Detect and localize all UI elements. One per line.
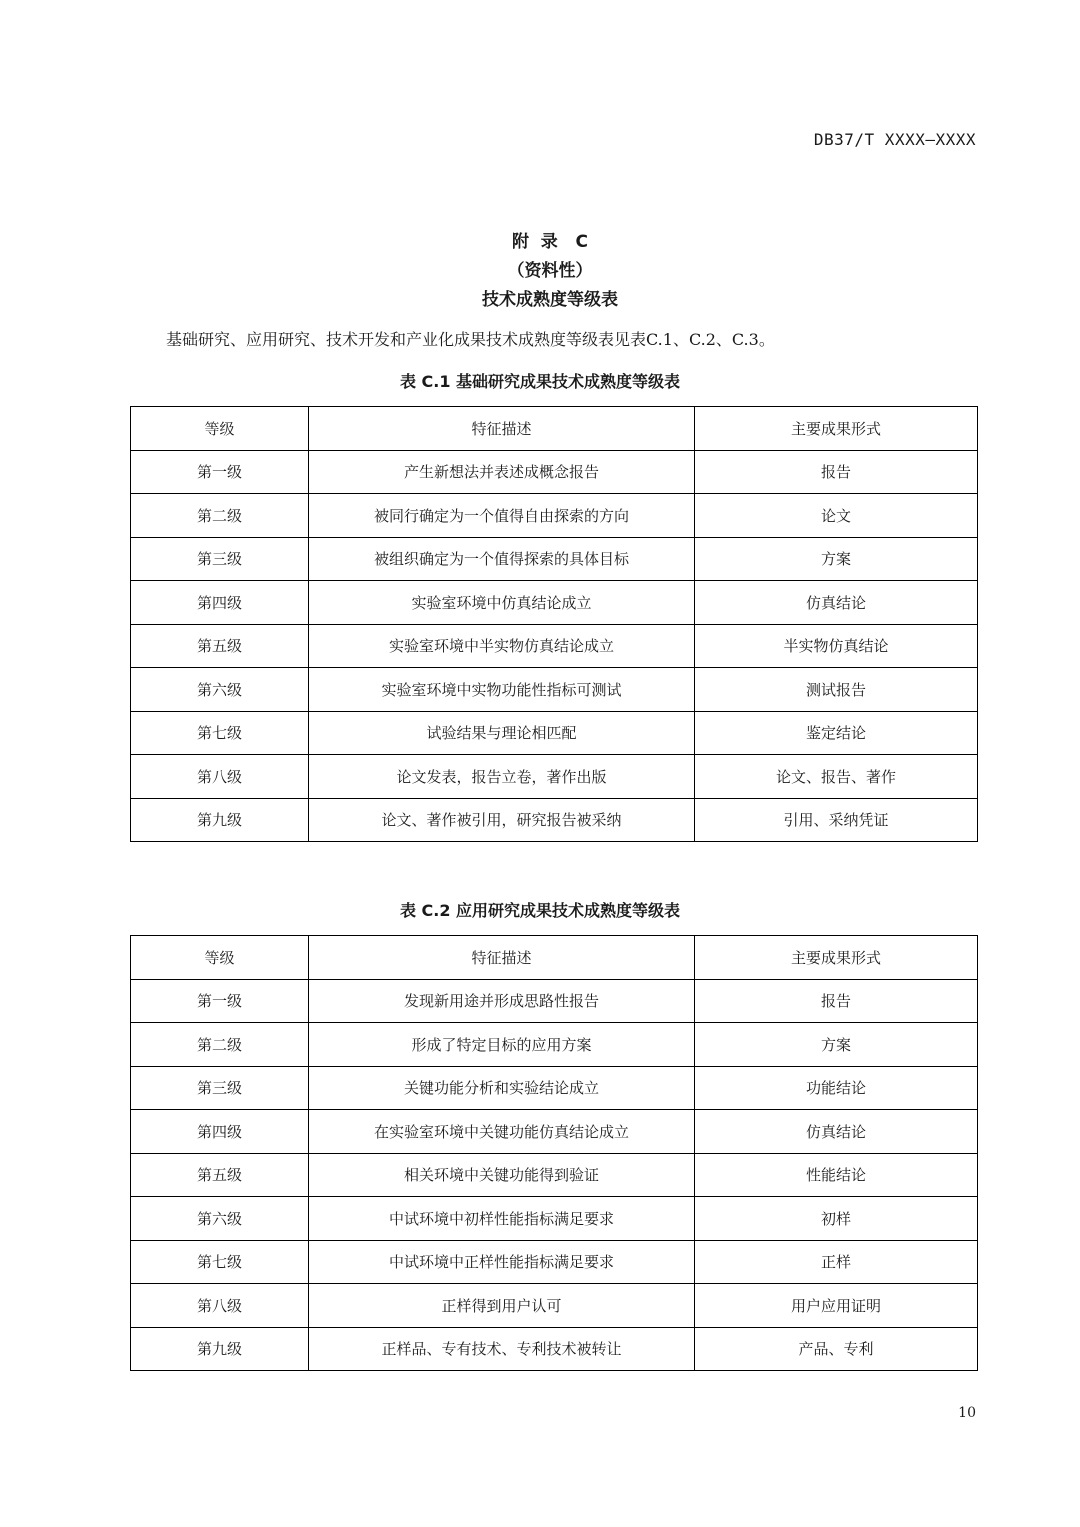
table-row [131, 668, 978, 712]
description-cell: 正样得到用户认可 [309, 1284, 695, 1328]
output-form-cell: 报告 [695, 979, 978, 1023]
description-cell: 实验室环境中半实物仿真结论成立 [309, 624, 695, 668]
table-row [131, 1284, 978, 1328]
grade-cell: 第六级 [131, 668, 309, 712]
table-header-row [131, 936, 978, 980]
description-cell: 正样品、专有技术、专利技术被转让 [309, 1327, 695, 1371]
header-description: 特征描述 [309, 936, 695, 980]
table-row [131, 1066, 978, 1110]
output-form-cell: 论文 [695, 494, 978, 538]
grade-cell: 第一级 [131, 979, 309, 1023]
description-cell: 试验结果与理论相匹配 [309, 711, 695, 755]
grade-cell: 第九级 [131, 798, 309, 842]
grade-cell: 第五级 [131, 1153, 309, 1197]
intro-paragraph: 基础研究、应用研究、技术开发和产业化成果技术成熟度等级表见表C.1、C.2、C.3。 [166, 330, 775, 349]
description-cell: 论文、著作被引用，研究报告被采纳 [309, 798, 695, 842]
table-row [131, 1023, 978, 1067]
grade-cell: 第五级 [131, 624, 309, 668]
output-form-cell: 用户应用证明 [695, 1284, 978, 1328]
output-form-cell: 鉴定结论 [695, 711, 978, 755]
description-cell: 实验室环境中实物功能性指标可测试 [309, 668, 695, 712]
table-row [131, 624, 978, 668]
output-form-cell: 产品、专利 [695, 1327, 978, 1371]
output-form-cell: 性能结论 [695, 1153, 978, 1197]
table-c2-applied-research [130, 935, 978, 1371]
header-output-form: 主要成果形式 [695, 936, 978, 980]
table-row [131, 979, 978, 1023]
description-cell: 相关环境中关键功能得到验证 [309, 1153, 695, 1197]
description-cell: 产生新想法并表述成概念报告 [309, 450, 695, 494]
description-cell: 被组织确定为一个值得探索的具体目标 [309, 537, 695, 581]
output-form-cell: 方案 [695, 537, 978, 581]
table-row [131, 494, 978, 538]
output-form-cell: 仿真结论 [695, 581, 978, 625]
table-row [131, 537, 978, 581]
grade-cell: 第九级 [131, 1327, 309, 1371]
grade-cell: 第七级 [131, 1240, 309, 1284]
grade-cell: 第三级 [131, 537, 309, 581]
grade-cell: 第八级 [131, 755, 309, 799]
grade-cell: 第六级 [131, 1197, 309, 1241]
output-form-cell: 论文、报告、著作 [695, 755, 978, 799]
header-description: 特征描述 [309, 407, 695, 451]
table-row [131, 711, 978, 755]
grade-cell: 第四级 [131, 581, 309, 625]
description-cell: 发现新用途并形成思路性报告 [309, 979, 695, 1023]
header-output-form: 主要成果形式 [695, 407, 978, 451]
grade-cell: 第三级 [131, 1066, 309, 1110]
grade-cell: 第一级 [131, 450, 309, 494]
table-row [131, 798, 978, 842]
appendix-nature: （资料性） [507, 261, 593, 281]
table-c1-basic-research [130, 406, 978, 842]
table-row [131, 1153, 978, 1197]
page-number: 10 [958, 1405, 976, 1421]
output-form-cell: 半实物仿真结论 [695, 624, 978, 668]
description-cell: 中试环境中初样性能指标满足要求 [309, 1197, 695, 1241]
output-form-cell: 测试报告 [695, 668, 978, 712]
table-row [131, 1110, 978, 1154]
table-row [131, 1240, 978, 1284]
table-row [131, 581, 978, 625]
description-cell: 关键功能分析和实验结论成立 [309, 1066, 695, 1110]
output-form-cell: 仿真结论 [695, 1110, 978, 1154]
table-row [131, 1327, 978, 1371]
output-form-cell: 初样 [695, 1197, 978, 1241]
description-cell: 中试环境中正样性能指标满足要求 [309, 1240, 695, 1284]
description-cell: 实验室环境中仿真结论成立 [309, 581, 695, 625]
output-form-cell: 正样 [695, 1240, 978, 1284]
output-form-cell: 报告 [695, 450, 978, 494]
grade-cell: 第八级 [131, 1284, 309, 1328]
output-form-cell: 方案 [695, 1023, 978, 1067]
appendix-subject: 技术成熟度等级表 [482, 290, 618, 310]
grade-cell: 第四级 [131, 1110, 309, 1154]
description-cell: 在实验室环境中关键功能仿真结论成立 [309, 1110, 695, 1154]
header-grade: 等级 [131, 407, 309, 451]
grade-cell: 第二级 [131, 494, 309, 538]
appendix-title: 附 录 C [511, 232, 589, 252]
table-header-row [131, 407, 978, 451]
appendix-heading [0, 228, 1080, 315]
table-row [131, 755, 978, 799]
table-row [131, 450, 978, 494]
grade-cell: 第二级 [131, 1023, 309, 1067]
table-caption-c1: 表 C.1 基础研究成果技术成熟度等级表 [399, 372, 681, 391]
table-row [131, 1197, 978, 1241]
description-cell: 形成了特定目标的应用方案 [309, 1023, 695, 1067]
table-caption-c2: 表 C.2 应用研究成果技术成熟度等级表 [399, 901, 681, 920]
output-form-cell: 功能结论 [695, 1066, 978, 1110]
description-cell: 被同行确定为一个值得自由探索的方向 [309, 494, 695, 538]
description-cell: 论文发表，报告立卷，著作出版 [309, 755, 695, 799]
header-grade: 等级 [131, 936, 309, 980]
document-code: DB37/T XXXX—XXXX [813, 130, 976, 149]
output-form-cell: 引用、采纳凭证 [695, 798, 978, 842]
grade-cell: 第七级 [131, 711, 309, 755]
